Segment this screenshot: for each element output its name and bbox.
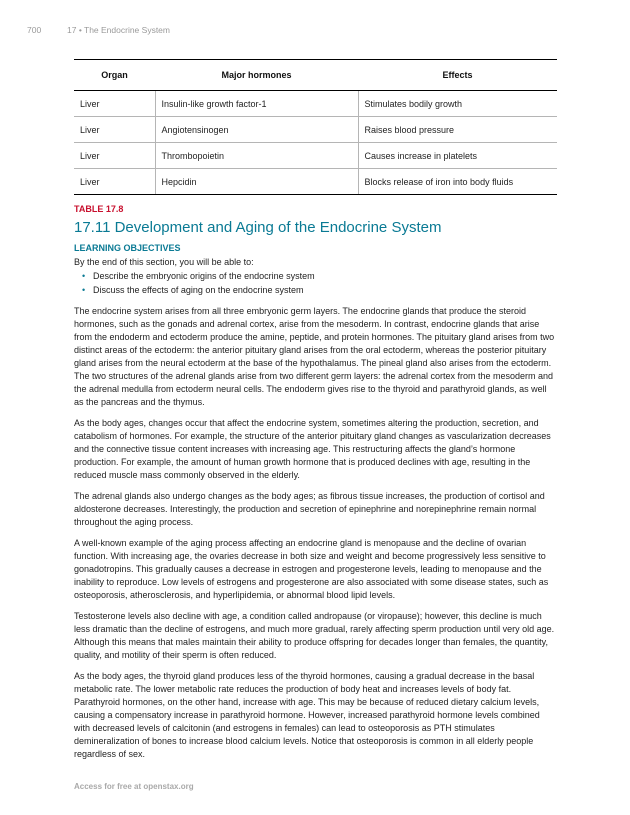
list-item <box>74 284 557 298</box>
table-header-row <box>74 60 557 91</box>
column-header-organ: Organ <box>74 60 155 91</box>
table-row <box>74 117 557 143</box>
paragraph-menopause: A well-known example of the aging process affecting an endocrine gland is menopause and the decline of ovarian function. With increasing age, the ovaries decrease in both size and weight and become progressively less sensitive to gonadotropins. This gradually causes a decrease in estrogen and progesterone levels, leading to menopause and the inability to reproduce. Low levels of estrogens and progesterone are also associated with some disease states, such as osteoporosis, atherosclerosis, and hyperlipidemia, or abnormal blood lipid levels. <box>74 538 549 600</box>
table-row <box>74 91 557 117</box>
objectives-intro: By the end of this section, you will be able to: <box>74 257 254 267</box>
table-cell-effect: Stimulates bodily growth <box>358 91 557 117</box>
table-cell-effect: Causes increase in platelets <box>358 143 557 169</box>
footer-link[interactable]: Access for free at openstax.org <box>74 782 194 791</box>
table-cell-effect: Raises blood pressure <box>358 117 557 143</box>
column-header-effects: Effects <box>358 60 557 91</box>
paragraph-aging-changes: As the body ages, changes occur that affect the endocrine system, sometimes altering the production, secretion, and catabolism of hormones. For example, the structure of the anterior pituitary gland changes as vascularization decreases and the connective tissue content increases with increasing age. This restructuring affects the gland’s hormone production. For example, the amount of human growth hormone that is produced declines with age, resulting in the reduced muscle mass commonly observed in the elderly. <box>74 418 551 480</box>
section-title: 17.11 Development and Aging of the Endocrine System <box>74 219 442 236</box>
table-cell-hormone: Insulin-like growth factor-1 <box>155 91 358 117</box>
table-cell-effect: Blocks release of iron into body fluids <box>358 169 557 195</box>
bullet-icon: • <box>82 284 86 295</box>
list-item <box>74 270 557 284</box>
paragraph-thyroid-aging: As the body ages, the thyroid gland produces less of the thyroid hormones, causing a gradual decrease in the basal metabolic rate. The lower metabolic rate reduces the production of body heat and increases levels of body fat. Parathyroid hormones, on the other hand, increase with age. This may be because of reduced dietary calcium levels, causing a compensatory increase in parathyroid hormone. However, increased parathyroid hormone levels combined with decreased levels of calcitonin (and estrogens in females) can lead to osteoporosis as PTH stimulates demineralization of bones to increase blood calcium levels. Notice that osteoporosis is common in all elderly people regardless of sex. <box>74 671 540 759</box>
paragraph-embryonic-origins: The endocrine system arises from all three embryonic germ layers. The endocrine glands that produce the steroid hormones, such as the gonads and adrenal cortex, arise from the mesoderm. In contrast, endocrine glands that arise from the endoderm and ectoderm produce the amine, peptide, and protein hormones. The pituitary gland arises from two distinct areas of the ectoderm: the anterior pituitary gland arises from the oral ectoderm, whereas the posterior pituitary gland arises from the neural ectoderm at the base of the hypothalamus. The pineal gland also arises from the ectoderm. The two structures of the adrenal glands arise from two different germ layers: the adrenal cortex from the mesoderm and the adrenal medulla from ectoderm neural cells. The endoderm gives rise to the thyroid and parathyroid glands, as well as the pancreas and the thymus. <box>74 306 555 407</box>
table-cell-organ: Liver <box>74 117 155 143</box>
table-cell-hormone: Hepcidin <box>155 169 358 195</box>
paragraph-andropause: Testosterone levels also decline with age, a condition called andropause (or viropause); however, this decline is much less dramatic than the decline of estrogens, and much more gradual, rarely affecting sperm production until very old age. Although this means that males maintain their ability to produce offspring for decades longer than females, the quantity, quality, and motility of their sperm is often reduced. <box>74 611 555 660</box>
table-cell-organ: Liver <box>74 91 155 117</box>
table-cell-hormone: Angiotensinogen <box>155 117 358 143</box>
table-cell-organ: Liver <box>74 143 155 169</box>
table-label: TABLE 17.8 <box>74 204 124 214</box>
column-header-major-hormones: Major hormones <box>155 60 358 91</box>
running-title: 17 • The Endocrine System <box>67 25 170 35</box>
objective-text: Discuss the effects of aging on the endocrine system <box>93 284 304 295</box>
learning-objectives-heading: LEARNING OBJECTIVES <box>74 243 181 253</box>
table-cell-hormone: Thrombopoietin <box>155 143 358 169</box>
page-content <box>74 59 557 761</box>
objective-text: Describe the embryonic origins of the endocrine system <box>93 271 315 281</box>
bullet-icon: • <box>82 271 86 281</box>
hormone-table <box>74 59 557 195</box>
running-header <box>27 25 170 35</box>
objectives-list <box>74 270 557 297</box>
table-cell-organ: Liver <box>74 169 155 195</box>
table-row <box>74 169 557 195</box>
page-number: 700 <box>27 25 42 35</box>
table-row <box>74 143 557 169</box>
paragraph-adrenal-aging: The adrenal glands also undergo changes as the body ages; as fibrous tissue increases, the production of cortisol and aldosterone decreases. Interestingly, the production and secretion of epinephrine and norepinephrine remain normal throughout the aging process. <box>74 491 545 527</box>
